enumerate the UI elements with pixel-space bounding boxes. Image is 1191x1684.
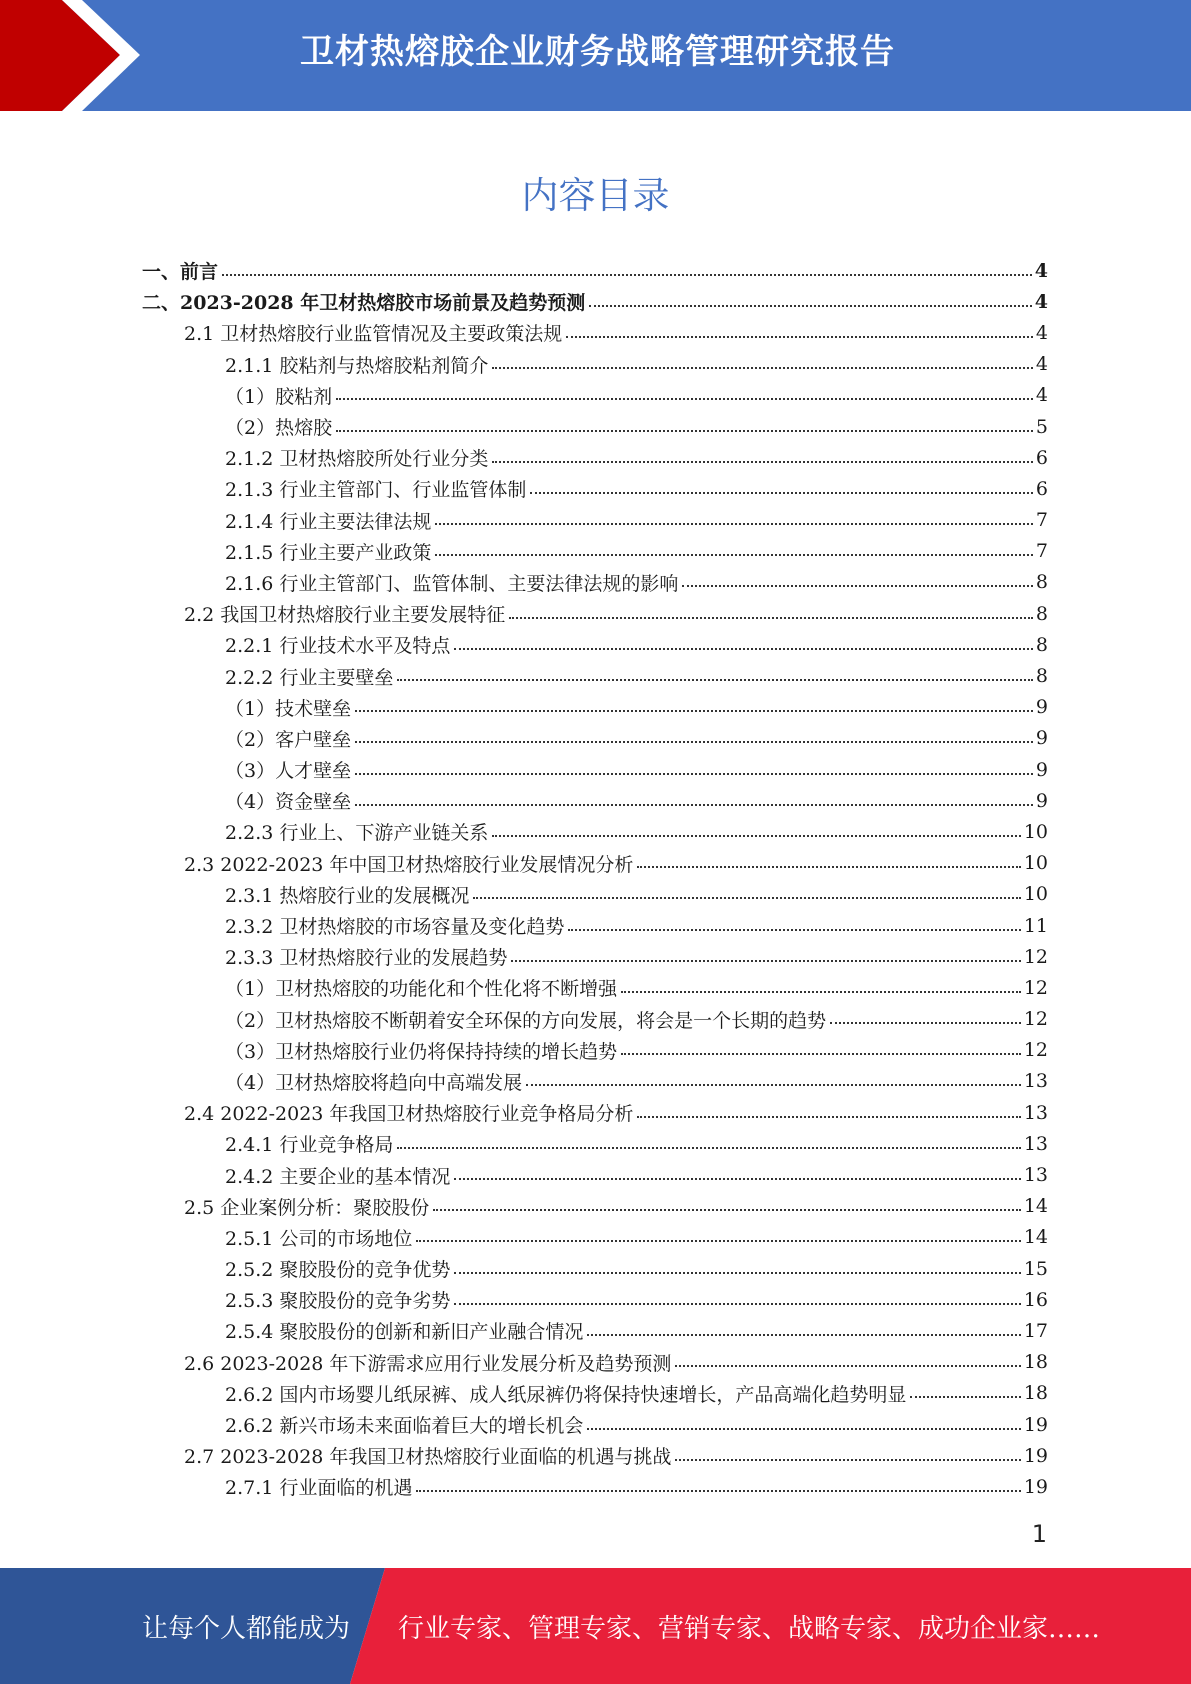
toc-dot-leader [397, 679, 1033, 681]
toc-dot-leader [454, 1178, 1020, 1180]
toc-dot-leader [675, 1365, 1020, 1367]
toc-entry[interactable] [142, 380, 1048, 411]
toc-dot-leader [492, 835, 1020, 837]
toc-entry-page: 4 [1035, 321, 1048, 344]
toc-entry-label: 2.1.3 行业主管部门、行业监管体制 [225, 479, 527, 502]
toc-entry-label: 2.5.3 聚胶股份的竞争劣势 [225, 1290, 451, 1313]
toc-entry-page: 13 [1023, 1132, 1048, 1155]
toc-dot-leader [454, 648, 1033, 650]
toc-entry-label: （1）胶粘剂 [225, 385, 333, 408]
toc-entry-page: 12 [1023, 1039, 1048, 1062]
toc-entry-label: （4）资金壁垒 [225, 791, 352, 814]
toc-dot-leader [621, 991, 1021, 993]
toc-entry-label: 2.3 2022-2023 年中国卫材热熔胶行业发展情况分析 [184, 853, 634, 876]
toc-dot-leader [511, 960, 1020, 962]
toc-dot-leader [675, 1459, 1020, 1461]
toc-dot-leader [509, 617, 1033, 619]
toc-dot-leader [435, 523, 1033, 525]
toc-entry[interactable] [142, 1004, 1048, 1035]
toc-entry-label: 2.5.2 聚胶股份的竞争优势 [225, 1259, 451, 1282]
page-footer [0, 1568, 1191, 1684]
toc-dot-leader [433, 1209, 1021, 1211]
toc-entry[interactable] [142, 1440, 1048, 1471]
toc-entry-page: 9 [1035, 696, 1048, 719]
toc-entry-page: 13 [1023, 1101, 1048, 1124]
toc-entry[interactable] [142, 1315, 1048, 1346]
toc-entry[interactable] [142, 1097, 1048, 1128]
toc-entry-page: 4 [1034, 290, 1048, 313]
toc-entry-label: 2.5.4 聚胶股份的创新和新旧产业融合情况 [225, 1321, 584, 1344]
toc-entry[interactable] [142, 1253, 1048, 1284]
toc-dot-leader [682, 585, 1033, 587]
toc-entry[interactable] [142, 972, 1048, 1003]
toc-dot-leader [637, 866, 1020, 868]
toc-dot-leader [526, 1084, 1021, 1086]
toc-dot-leader [587, 1428, 1020, 1430]
toc-dot-leader [454, 1303, 1020, 1305]
toc-entry[interactable] [142, 473, 1048, 504]
toc-dot-leader [416, 1240, 1020, 1242]
toc-entry-page: 9 [1035, 789, 1048, 812]
toc-entry[interactable] [142, 1347, 1048, 1378]
table-of-contents [142, 255, 1048, 1503]
toc-entry-label: 2.2.1 行业技术水平及特点 [225, 635, 451, 658]
toc-dot-leader [336, 398, 1033, 400]
toc-entry[interactable] [142, 286, 1048, 317]
toc-dot-leader [355, 741, 1033, 743]
toc-entry-label: （2）热熔胶 [225, 417, 333, 440]
toc-entry-page: 12 [1023, 1008, 1048, 1031]
toc-dot-leader [336, 430, 1033, 432]
toc-entry-label: 2.1.2 卫材热熔胶所处行业分类 [225, 448, 489, 471]
toc-entry-page: 10 [1023, 852, 1048, 875]
toc-entry[interactable] [142, 1128, 1048, 1159]
toc-dot-leader [454, 1272, 1020, 1274]
toc-entry[interactable] [142, 692, 1048, 723]
toc-dot-leader [397, 1147, 1020, 1149]
toc-entry[interactable] [142, 1191, 1048, 1222]
toc-entry-page: 9 [1035, 727, 1048, 750]
toc-entry-label: 2.3.3 卫材热熔胶行业的发展趋势 [225, 947, 508, 970]
toc-entry[interactable] [142, 317, 1048, 348]
toc-entry-label: （3）卫材热熔胶行业仍将保持持续的增长趋势 [225, 1040, 618, 1063]
toc-entry[interactable] [142, 1159, 1048, 1190]
toc-entry-label: （1）卫材热熔胶的功能化和个性化将不断增强 [225, 978, 618, 1001]
toc-entry[interactable] [142, 660, 1048, 691]
toc-entry-label: 2.1.4 行业主要法律法规 [225, 510, 432, 533]
toc-entry-page: 10 [1023, 820, 1048, 843]
toc-entry-label: 2.6.2 国内市场婴儿纸尿裤、成人纸尿裤仍将保持快速增长，产品高端化趋势明显 [225, 1383, 907, 1406]
toc-entry-label: 2.6.2 新兴市场未来面临着巨大的增长机会 [225, 1415, 584, 1438]
toc-entry-page: 4 [1035, 384, 1048, 407]
toc-entry-page: 12 [1023, 945, 1048, 968]
toc-dot-leader [473, 897, 1020, 899]
toc-dot-leader [568, 929, 1020, 931]
toc-entry[interactable] [142, 505, 1048, 536]
toc-entry[interactable] [142, 1471, 1048, 1502]
footer-slogan-right: 行业专家、管理专家、营销专家、战略专家、成功企业家…… [398, 1614, 1101, 1644]
toc-dot-leader [637, 1116, 1020, 1118]
toc-entry-label: 一、前言 [142, 261, 219, 284]
toc-dot-leader [355, 710, 1033, 712]
toc-entry[interactable] [142, 785, 1048, 816]
toc-entry-page: 6 [1035, 446, 1048, 469]
toc-entry-label: 2.2 我国卫材热熔胶行业主要发展特征 [184, 604, 506, 627]
toc-entry-label: 2.1 卫材热熔胶行业监管情况及主要政策法规 [184, 323, 563, 346]
toc-entry-label: （4）卫材热熔胶将趋向中高端发展 [225, 1071, 523, 1094]
toc-entry-page: 6 [1035, 477, 1048, 500]
toc-entry[interactable] [142, 754, 1048, 785]
toc-entry-label: （3）人才壁垒 [225, 760, 352, 783]
toc-entry-page: 4 [1035, 353, 1048, 376]
toc-entry-page: 12 [1023, 976, 1048, 999]
toc-entry[interactable] [142, 255, 1048, 286]
toc-entry-page: 7 [1035, 540, 1048, 563]
toc-entry-page: 13 [1023, 1164, 1048, 1187]
toc-entry-page: 11 [1023, 914, 1048, 937]
toc-entry-page: 4 [1034, 259, 1048, 282]
toc-entry-label: 2.3.2 卫材热熔胶的市场容量及变化趋势 [225, 916, 565, 939]
toc-entry-page: 16 [1023, 1288, 1048, 1311]
toc-entry-label: 2.2.3 行业上、下游产业链关系 [225, 822, 489, 845]
toc-entry-label: 2.6 2023-2028 年下游需求应用行业发展分析及趋势预测 [184, 1352, 672, 1375]
toc-dot-leader [355, 773, 1033, 775]
toc-heading: 内容目录 [521, 174, 670, 217]
toc-entry-label: 2.1.6 行业主管部门、监管体制、主要法律法规的影响 [225, 572, 679, 595]
toc-entry-page: 13 [1023, 1070, 1048, 1093]
toc-dot-leader [589, 305, 1032, 307]
toc-entry[interactable] [142, 910, 1048, 941]
toc-entry[interactable] [142, 1035, 1048, 1066]
toc-entry-page: 19 [1023, 1475, 1048, 1498]
toc-dot-leader [530, 492, 1033, 494]
toc-entry[interactable] [142, 723, 1048, 754]
toc-dot-leader [222, 274, 1032, 276]
toc-entry-label: 二、2023-2028 年卫材热熔胶市场前景及趋势预测 [142, 292, 586, 315]
toc-entry[interactable] [142, 941, 1048, 972]
toc-entry[interactable] [142, 1066, 1048, 1097]
toc-entry-label: 2.4 2022-2023 年我国卫材热熔胶行业竞争格局分析 [184, 1103, 634, 1126]
toc-entry-label: （2）客户壁垒 [225, 728, 352, 751]
toc-entry[interactable] [142, 1222, 1048, 1253]
toc-entry-label: 2.7.1 行业面临的机遇 [225, 1477, 413, 1500]
toc-entry[interactable] [142, 1378, 1048, 1409]
toc-entry-label: 2.3.1 热熔胶行业的发展概况 [225, 884, 470, 907]
report-title: 卫材热熔胶企业财务战略管理研究报告 [300, 32, 895, 72]
page-header [0, 0, 1191, 111]
toc-entry-label: （1）技术壁垒 [225, 697, 352, 720]
toc-entry[interactable] [142, 816, 1048, 847]
toc-entry-page: 5 [1035, 415, 1048, 438]
toc-entry-page: 19 [1023, 1413, 1048, 1436]
toc-entry[interactable] [142, 411, 1048, 442]
toc-dot-leader [492, 461, 1033, 463]
toc-entry-page: 19 [1023, 1444, 1048, 1467]
toc-entry[interactable] [142, 1284, 1048, 1315]
toc-entry-label: 2.2.2 行业主要壁垒 [225, 666, 394, 689]
toc-entry-page: 8 [1035, 633, 1048, 656]
toc-entry-label: （2）卫材热熔胶不断朝着安全环保的方向发展，将会是一个长期的趋势 [225, 1009, 827, 1032]
toc-dot-leader [435, 554, 1033, 556]
toc-entry[interactable] [142, 598, 1048, 629]
toc-dot-leader [416, 1490, 1020, 1492]
toc-entry-label: 2.4.1 行业竞争格局 [225, 1134, 394, 1157]
toc-entry-label: 2.1.5 行业主要产业政策 [225, 541, 432, 564]
toc-entry-page: 8 [1035, 602, 1048, 625]
toc-entry[interactable] [142, 567, 1048, 598]
page-number: 1 [1031, 1520, 1047, 1548]
toc-dot-leader [910, 1396, 1020, 1398]
toc-entry-page: 8 [1035, 665, 1048, 688]
toc-entry-page: 8 [1035, 571, 1048, 594]
toc-dot-leader [587, 1334, 1020, 1336]
toc-entry[interactable] [142, 1409, 1048, 1440]
toc-entry-page: 7 [1035, 509, 1048, 532]
toc-entry[interactable] [142, 536, 1048, 567]
toc-dot-leader [492, 367, 1033, 369]
toc-dot-leader [830, 1022, 1021, 1024]
toc-entry[interactable] [142, 879, 1048, 910]
toc-entry[interactable] [142, 349, 1048, 380]
toc-entry[interactable] [142, 442, 1048, 473]
toc-dot-leader [621, 1053, 1021, 1055]
toc-entry-label: 2.7 2023-2028 年我国卫材热熔胶行业面临的机遇与挑战 [184, 1446, 672, 1469]
toc-entry-label: 2.4.2 主要企业的基本情况 [225, 1165, 451, 1188]
toc-entry[interactable] [142, 848, 1048, 879]
toc-dot-leader [355, 804, 1033, 806]
toc-entry-page: 17 [1023, 1319, 1048, 1342]
toc-entry-page: 18 [1023, 1382, 1048, 1405]
toc-entry-page: 9 [1035, 758, 1048, 781]
toc-entry-label: 2.5.1 公司的市场地位 [225, 1227, 413, 1250]
toc-entry-page: 14 [1023, 1226, 1048, 1249]
toc-entry-page: 18 [1023, 1351, 1048, 1374]
toc-entry-page: 10 [1023, 883, 1048, 906]
toc-entry-page: 14 [1023, 1195, 1048, 1218]
footer-slogan-left: 让每个人都能成为 [142, 1614, 351, 1644]
toc-entry-label: 2.1.1 胶粘剂与热熔胶粘剂简介 [225, 354, 489, 377]
toc-entry[interactable] [142, 629, 1048, 660]
toc-dot-leader [566, 336, 1033, 338]
toc-entry-page: 15 [1023, 1257, 1048, 1280]
toc-entry-label: 2.5 企业案例分析：聚胶股份 [184, 1196, 430, 1219]
